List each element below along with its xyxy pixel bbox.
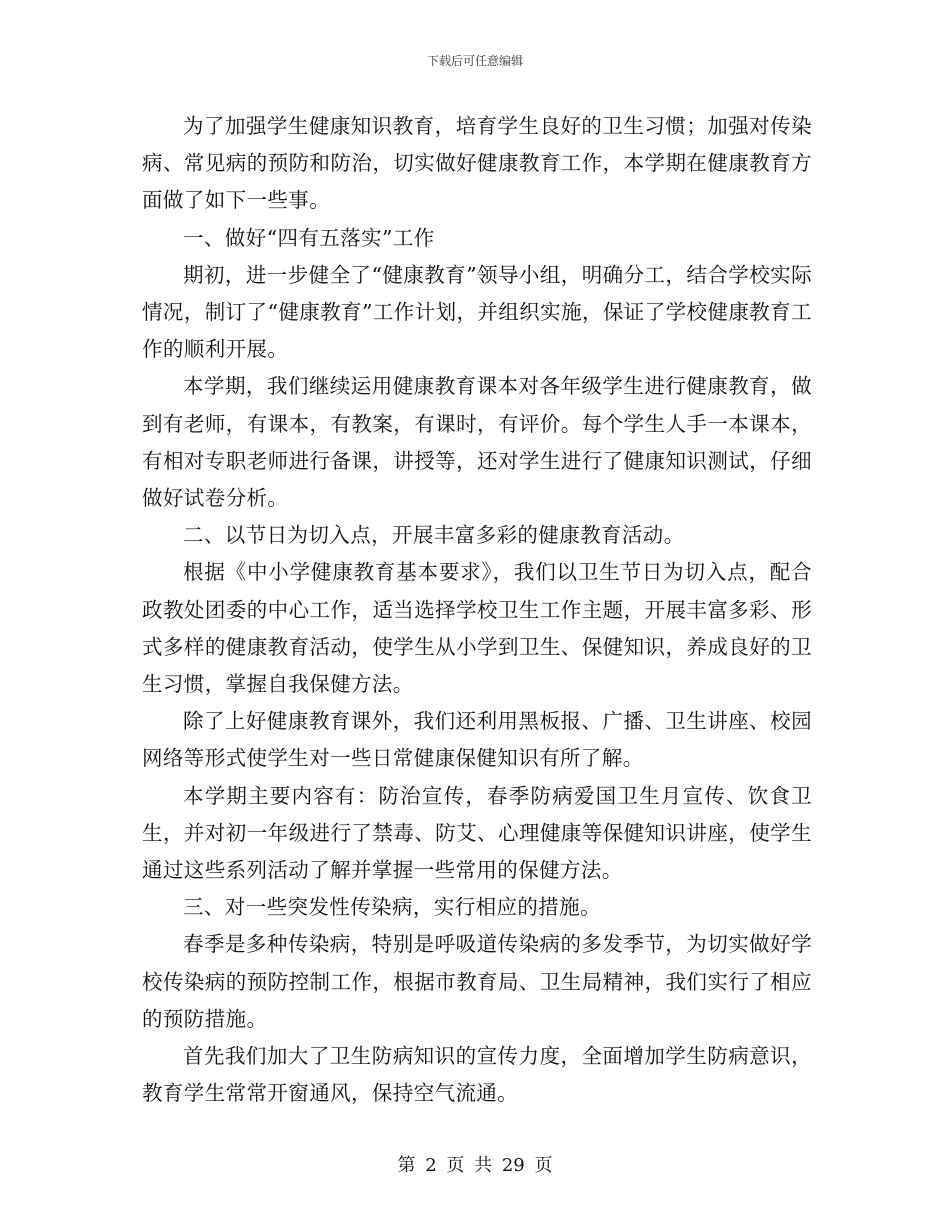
paragraph: 期初，进一步健全了“健康教育”领导小组，明确分工，结合学校实际情况，制订了“健康教育”工作计划，并组织实施，保证了学校健康教育工作的顺利开展。 bbox=[142, 262, 812, 362]
paragraph: 本学期，我们继续运用健康教育课本对各年级学生进行健康教育，做到有老师，有课本，有教案，有课时，有评价。每个学生人手一本课本，有相对专职老师进行备课，讲授等，还对学生进行了健康知识测试，仔细做好试卷分析。 bbox=[142, 374, 812, 511]
page-number-footer: 第 2 页 共 29 页 bbox=[397, 1155, 553, 1176]
paragraph: 除了上好健康教育课外，我们还利用黑板报、广播、卫生讲座、校园网络等形式使学生对一些日常健康保健知识有所了解。 bbox=[142, 709, 812, 771]
document-body bbox=[142, 108, 812, 1112]
paragraph: 首先我们加大了卫生防病知识的宣传力度，全面增加学生防病意识，教育学生常常开窗通风，保持空气流通。 bbox=[142, 1044, 812, 1106]
paragraph-intro: 为了加强学生健康知识教育，培育学生良好的卫生习惯；加强对传染病、常见病的预防和防治，切实做好健康教育工作，本学期在健康教育方面做了如下一些事。 bbox=[142, 114, 812, 213]
section-heading-3: 三、对一些突发性传染病，实行相应的措施。 bbox=[183, 895, 601, 920]
paragraph: 春季是多种传染病，特别是呼吸道传染病的多发季节，为切实做好学校传染病的预防控制工作，根据市教育局、卫生局精神，我们实行了相应的预防措施。 bbox=[142, 932, 812, 1031]
page-header: 下载后可任意编辑 bbox=[426, 54, 523, 68]
section-heading-1: 一、做好“四有五落实”工作 bbox=[183, 225, 435, 250]
paragraph: 根据《中小学健康教育基本要求》，我们以卫生节日为切入点，配合政教处团委的中心工作，适当选择学校卫生工作主题，开展丰富多彩、形式多样的健康教育活动，使学生从小学到卫生、保健知识，养成良好的卫生习惯，掌握自我保健方法。 bbox=[142, 560, 812, 697]
section-heading-2: 二、以节日为切入点，开展丰富多彩的健康教育活动。 bbox=[183, 523, 685, 548]
paragraph: 本学期主要内容有：防治宣传，春季防病爱国卫生月宣传、饮食卫生，并对初一年级进行了禁毒、防艾、心理健康等保健知识讲座，使学生通过这些系列活动了解并掌握一些常用的保健方法。 bbox=[142, 783, 812, 883]
